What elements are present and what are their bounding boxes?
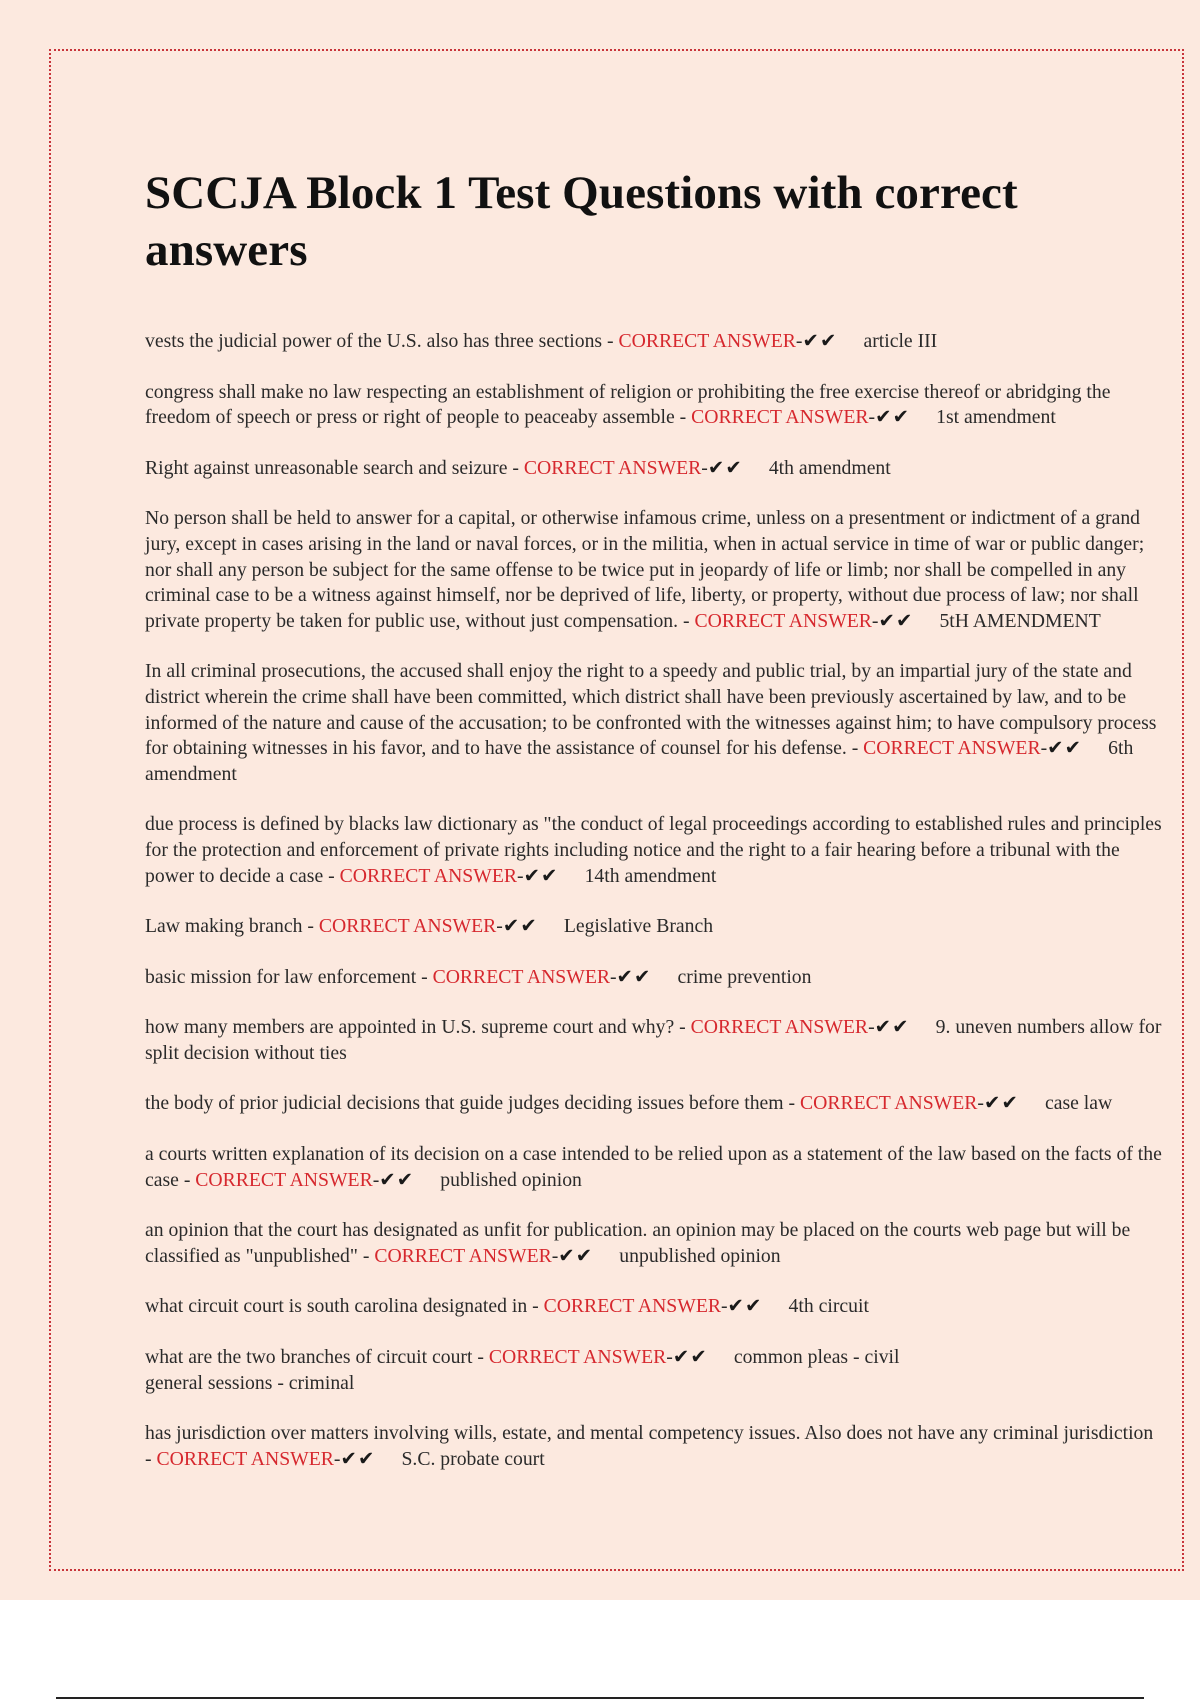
double-checkmark-icon: ✔✔ [502, 915, 538, 938]
qa-item [145, 1294, 1163, 1320]
question-text: Law making branch [145, 915, 303, 938]
double-checkmark-icon: ✔✔ [874, 1016, 910, 1039]
separator-dash: - [602, 330, 619, 352]
separator-dash: - [323, 864, 340, 887]
answer-text: 6th amendment [145, 737, 1134, 785]
answer-text: S.C. probate court [401, 1447, 545, 1470]
separator-dash: - [178, 1168, 196, 1191]
question-text: In all criminal prosecutions, the accused shall enjoy the right to a speedy and public trial, by an impartial jury of the state and district wherein the crime shall have been committed, which district shall have been previously ascertained by law, and to be informed of the nature and cause of the accusation; to be confronted with the witnesses against him; to have compulsory process for obtaining witnesses in his favor, and to have the assistance of counsel for his defense. [145, 660, 1157, 760]
answer-text: 4th amendment [768, 456, 891, 479]
double-checkmark-icon: ✔✔ [983, 1092, 1019, 1115]
correct-answer-label: CORRECT ANSWER [618, 330, 796, 352]
question-text: a courts written explanation of its decision on a case intended to be relied upon as a statement of the law based on the facts of the case [145, 1143, 1162, 1191]
label-hyphen: - [868, 1016, 875, 1039]
qa-item [145, 659, 1163, 787]
separator-dash: - [507, 456, 524, 479]
document-content [145, 165, 1163, 1497]
answer-text: 9. uneven numbers allow for split decision without ties [145, 1016, 1162, 1064]
correct-answer-label: CORRECT ANSWER [523, 456, 702, 479]
label-hyphen: - [977, 1092, 984, 1115]
correct-answer-label: CORRECT ANSWER [800, 1092, 978, 1115]
question-text: basic mission for law enforcement [145, 965, 417, 988]
separator-dash: - [678, 609, 695, 632]
answer-text: unpublished opinion [619, 1244, 781, 1267]
double-checkmark-icon: ✔✔ [340, 1447, 376, 1470]
qa-item [145, 1015, 1163, 1066]
answer-text: 4th circuit [788, 1295, 869, 1318]
double-checkmark-icon: ✔✔ [1047, 737, 1083, 760]
qa-item [145, 965, 1163, 991]
separator-dash: - [145, 1447, 157, 1470]
separator-dash: - [846, 737, 864, 760]
separator-dash: - [472, 1346, 489, 1369]
qa-item [145, 329, 1163, 355]
separator-dash: - [357, 1244, 375, 1267]
label-hyphen: - [551, 1244, 559, 1267]
correct-answer-label: CORRECT ANSWER [863, 737, 1041, 760]
document-title: SCCJA Block 1 Test Questions with correct answers [145, 167, 1018, 276]
question-text: what circuit court is south carolina designated in [145, 1295, 528, 1318]
qa-item [145, 380, 1163, 431]
qa-list [145, 329, 1163, 1472]
double-checkmark-icon: ✔✔ [727, 1295, 763, 1318]
question-text: congress shall make no law respecting an establishment of religion or prohibiting the free exercise thereof or abridging the freedom of speech or press or right of people to peaceaby assemble [145, 380, 1111, 429]
answer-text: 14th amendment [584, 864, 717, 887]
label-hyphen: - [609, 965, 617, 988]
correct-answer-label: CORRECT ANSWER [318, 915, 497, 938]
label-hyphen: - [871, 609, 879, 632]
double-checkmark-icon: ✔✔ [802, 330, 838, 352]
double-checkmark-icon: ✔✔ [558, 1244, 594, 1267]
answer-text: 5tH AMENDMENT [939, 609, 1101, 632]
question-text: the body of prior judicial decisions that guide judges deciding issues before them [145, 1092, 784, 1115]
qa-item [145, 506, 1163, 634]
double-checkmark-icon: ✔✔ [379, 1168, 415, 1191]
question-text: vests the judicial power of the U.S. also has three sections [145, 330, 603, 352]
question-text: due process is defined by blacks law dictionary as "the conduct of legal proceedings according to established rules and principles for the protection and enforcement of private rights including notice and the right to a fair hearing before a tribunal with the power to decide a case [145, 813, 1162, 887]
bottom-rule [56, 1697, 1144, 1699]
separator-dash: - [416, 965, 433, 988]
qa-item [145, 1345, 1163, 1396]
qa-item [145, 812, 1163, 889]
label-hyphen: - [666, 1346, 673, 1369]
label-hyphen: - [372, 1168, 380, 1191]
correct-answer-label: CORRECT ANSWER [156, 1447, 334, 1470]
answer-text: common pleas - civil [733, 1346, 900, 1369]
question-text: has jurisdiction over matters involving wills, estate, and mental competency issues. Also does not have any criminal jurisdiction [145, 1422, 1154, 1445]
double-checkmark-icon: ✔✔ [672, 1346, 708, 1369]
question-text: Right against unreasonable search and seizure [145, 456, 508, 479]
correct-answer-label: CORRECT ANSWER [691, 406, 869, 429]
qa-item [145, 1142, 1163, 1193]
label-hyphen: - [720, 1295, 728, 1318]
correct-answer-label: CORRECT ANSWER [432, 965, 610, 988]
correct-answer-label: CORRECT ANSWER [195, 1168, 373, 1191]
label-hyphen: - [701, 456, 708, 479]
answer-text: article III [863, 330, 938, 352]
qa-item [145, 1091, 1163, 1117]
double-checkmark-icon: ✔✔ [523, 864, 559, 887]
correct-answer-label: CORRECT ANSWER [694, 609, 872, 632]
double-checkmark-icon: ✔✔ [878, 609, 914, 632]
question-text: how many members are appointed in U.S. supreme court and why? [145, 1016, 675, 1039]
answer-text: Legislative Branch [563, 915, 714, 938]
double-checkmark-icon: ✔✔ [616, 965, 652, 988]
label-hyphen: - [333, 1447, 341, 1470]
answer-text: crime prevention [677, 965, 812, 988]
qa-item [145, 1218, 1163, 1269]
correct-answer-label: CORRECT ANSWER [690, 1016, 869, 1039]
answer-text: 1st amendment [936, 406, 1056, 429]
double-checkmark-icon: ✔✔ [875, 406, 911, 429]
separator-dash: - [674, 1016, 691, 1039]
separator-dash: - [674, 406, 692, 429]
correct-answer-label: CORRECT ANSWER [339, 864, 517, 887]
label-hyphen: - [517, 864, 524, 887]
label-hyphen: - [795, 330, 803, 352]
answer-text: published opinion [440, 1168, 582, 1191]
double-checkmark-icon: ✔✔ [707, 456, 743, 479]
answer-text: case law [1044, 1092, 1113, 1115]
label-hyphen: - [868, 406, 876, 429]
separator-dash: - [783, 1092, 801, 1115]
correct-answer-label: CORRECT ANSWER [374, 1244, 552, 1267]
separator-dash: - [527, 1295, 544, 1318]
correct-answer-label: CORRECT ANSWER [543, 1295, 721, 1318]
question-text: an opinion that the court has designated as unfit for publication. an opinion may be placed on the courts web page but will be classified as "unpublished" [145, 1219, 1131, 1267]
answer-text-line2: general sessions - criminal [145, 1371, 355, 1394]
question-text: what are the two branches of circuit court [145, 1346, 473, 1369]
qa-item [145, 456, 1163, 482]
label-hyphen: - [1040, 737, 1048, 760]
qa-item [145, 914, 1163, 940]
separator-dash: - [302, 915, 319, 938]
question-text: No person shall be held to answer for a capital, or otherwise infamous crime, unless on a presentment or indictment of a grand jury, except in cases arising in the land or naval forces, or in the militia, when in actual service in time of war or public danger; nor shall any person be subject for the same offense to be twice put in jeopardy of life or limb; nor shall be compelled in any criminal case to be a witness against himself, nor be deprived of life, liberty, or property, without due process of law; nor shall private property be taken for public use, without just compensation. [145, 507, 1145, 632]
correct-answer-label: CORRECT ANSWER [488, 1346, 667, 1369]
qa-item [145, 1421, 1163, 1472]
label-hyphen: - [496, 915, 503, 938]
